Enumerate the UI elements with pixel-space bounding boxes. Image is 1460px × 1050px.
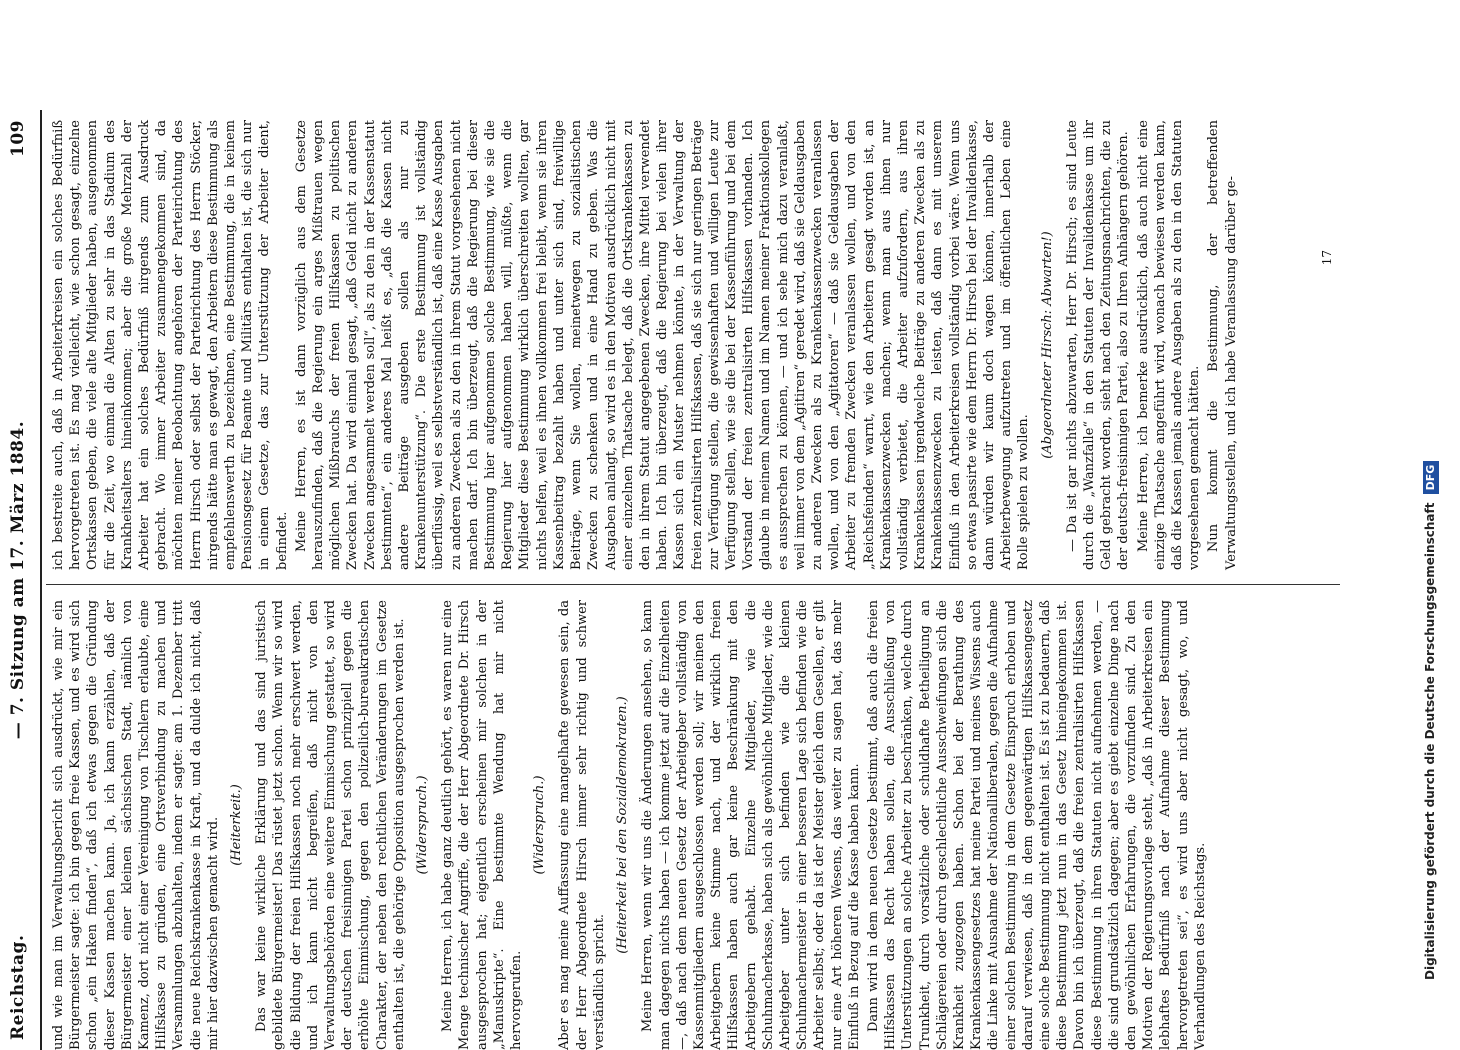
interjection: (Heiterkeit.) [229, 784, 245, 866]
paragraph: Dann wird in dem neuen Gesetze bestimmt, daß auch die freien Hilfskassen das Recht haben sollen, die Ausschließung von Unterstützungen an solche Arbeiter zu beschränken, welche durch Trunkheit, durch vorsätzliche oder schuldhafte Betheiligung an Schlägereien oder durch geschlechtliche Ausschweifungen sich die Krankheit zugezogen haben. Schon bei der Berathung des Krankenkassengesetzes hat meine Partei und meines Wissens auch die Linke mit Ausnahme der Nationalliberalen, gegen die Aufnahme einer solchen Bestimmung in dem Gesetze Einspruch erhoben und darauf verwiesen, daß in dem gegenwärtigen Hilfskassengesetz eine solche Bestimmung nicht enthalten ist. Es ist zu bedauern, daß diese Bestimmung jetzt nun in das Gesetz hineingekommen ist. Davon bin ich überzeugt, daß die freien zentralisirten Hilfskassen diese Bestimmung in ihren Statuten nicht aufnehmen werden, — die sind grundsätzlich dagegen; aber es giebt einzelne Dinge nach den gewöhnlichen Erfahrungen, die vorzufinden sind. Zu den Motiven der Regierungsvorlage steht, „daß in Arbeiterkreisen ein lebhaftes Bedürfniß nach der Aufnahme dieser Bestimmung hervorgetreten sei“, es wird uns aber nicht gesagt, wo, und Verhandlungen des Reichstags. [865, 600, 1208, 1050]
interjection: (Abgeordneter Hirsch: Abwarten!) [1039, 231, 1055, 459]
paragraph: und wie man im Verwaltungsbericht sich ausdrückt, wie mir ein Bürgermeister sagte: ich bin gegen freie Kassen, und es wird sich schon „ein Haken finden“, daß ich etwas gegen die Gründung dieser Kassen machen kann. Ja, ich kann erzählen, daß der Bürgermeister einer kleinen sächsischen Stadt, nämlich von Kamenz, dort nicht einer Vereinigung von Tischlern erlaubte, eine Hilfskasse zu gründen, eine Ortsverbindung zu machen und Versammlungen abzuhalten, indem er sagte: am 1. Dezember tritt die neue Reichskrankenkasse in Kraft, und da dulde ich nicht, daß mir hier dazwischen gemacht wird. [51, 600, 221, 1050]
sheet-number: 17 [1320, 250, 1334, 266]
header-rule [40, 110, 42, 1050]
header-center: — 7. Sitzung am 17. März 1884. [8, 420, 28, 740]
column-rule [46, 584, 1340, 585]
left-column [50, 600, 1340, 1050]
paragraph: Meine Herren, ich habe ganz deutlich gehört, es waren nur eine Menge technischer Angriffe, die der Herr Abgeordnete Dr. Hirsch ausgesprochen hat; eigentlich erscheinen mir solchen in der „Manuskripte“. Eine bestimmte Wendung hat mir nicht hervorgerufen. [440, 600, 525, 1050]
scanned-page [0, 50, 1340, 1050]
document-page [0, 110, 1340, 1050]
header-left: Reichstag. [8, 934, 28, 1040]
paragraph: ich bestreite auch, daß in Arbeiterkreisen ein solches Bedürfniß hervorgetreten ist. Es mag vielleicht, wie schon gesagt, einzelne Ortskassen geben, die viele alte Mitglieder haben, ausgenommen für die Zeit, wo einmal die Alten zu sehr in das Stadium des Krankheitsalters hineinkommen; aber die große Mehrzahl der Arbeiter hat ein solches Bedürfniß nirgends zum Ausdruck gebracht. Wo immer Arbeiter zusammengekommen sind, da möchten meiner Beobachtung angehören der Parteirichtung des Herrn Hirsch oder selbst der Parteirichtung des Herrn Stöcker, nirgends hätte man es gewagt, den Arbeitern diese Bestimmung als empfehlenswerth zu bezeichnen, eine Bestimmung, die in keinem Pensionsgesetz für Beamte und Militärs enthalten ist, die sich nur in einem Gesetze, das zur Unterstützung der Arbeiter dient, befindet. [51, 120, 290, 570]
page-number: 109 [8, 120, 28, 157]
interjection: (Heiterkeit bei den Sozialdemokraten.) [615, 696, 631, 954]
paragraph: — Da ist gar nichts abzuwarten, Herr Dr. Hirsch; es sind Leute durch die „Wanzfalle“ in den Statuten der Invalidenkasse um ihr Geld gebracht worden, sieht nach den Zeitungsnachrichten, die zu der deutsch-freisinnigen Partei, also zu Ihren Anhängern gehören. [1064, 120, 1132, 570]
right-column [50, 120, 1340, 570]
paragraph: Meine Herren, wenn wir uns die Änderungen ansehen, so kann man dagegen nichts haben — ich komme jetzt auf die Einzelheiten —, daß nach dem neuen Gesetz der Arbeitgeber vollständig von Kassenmitgliedern ausgeschlossen werden soll; wir meinen den Arbeitgebern keine Stimme nach, und der wirklich freien Hilfskassen haben auch gar keine Beschränkung mit den Arbeitgebern gehabt. Einzelne Mitglieder, wie die Schuhmacherkasse, haben sich als gewöhnliche Mitglieder, wie die Arbeitgeber unter sich befinden wie die kleinen Schuhmachermeister in einer besseren Lage sich befinden wie die Arbeiter selbst; oder da ist der Meister gleich dem Gesellen, er gilt nur eine Art höheren Wesens, das weiter zu sagen hat, das mehr Einfluß in Bezug auf die Kasse haben kann. [640, 600, 862, 1050]
digitization-credit [1420, 0, 1460, 980]
paragraph: Meine Herren, ich bemerke ausdrücklich, daß auch nicht eine einzige Thatsache angeführt wird, wonach bewiesen werden kann, daß die Kassen jemals andere Ausgaben als zu den in den Statuten vorgesehenen gemacht hätten. [1135, 120, 1203, 570]
paragraph: Meine Herren, es ist dann vorzüglich aus dem Gesetze herauszufinden, daß die Regierung ein arges Mißtrauen wegen möglichen Mißbrauchs der freien Hilfskassen zu politischen Zwecken hat. Da wird einmal gesagt, „daß Geld nicht zu anderen Zwecken angesammelt werden soll“, als zu den in der Kassenstatut bestimmten“, ein anderes Mal heißt es, „daß die Kassen nicht andere Beiträge ausgeben sollen als nur zu Krankenunterstützung“. Die erste Bestimmung ist vollständig überflüssig, weil es selbstverständlich ist, daß eine Kasse Ausgaben zu anderen Zwecken als zu den in ihrem Statut vorgesehenen nicht machen darf. Ich bin überzeugt, daß die Regierung bei dieser Bestimmung hier aufgenommen solche Bestimmung, wie sie die Regierung hier aufgenommen haben will, müßte, wenn die Mitglieder diese Bestimmung wirklich überschreiten wollten, gar nichts helfen, weil es ihnen vollkommen frei bleibt, wenn sie ihren Kassenbeitrag bezahlt haben und unter sich sind, freiwillige Beiträge, wenn Sie wollen, meinetwegen zu sozialistischen Zwecken zu schenken und in eine Hand zu geben. Was die Ausgaben anlangt, so wird es in den Motiven ausdrücklich nicht mit einer einzelnen Thatsache belegt, daß die Ortskrankenkassen zu den in ihrem Statut angegebenen Zwecken, ihre Mittel verwendet haben. Ich bin überzeugt, daß die Regierung bei vielen ihrer Kassen sich ein Muster nehmen könnte, in der Verwaltung der freien zentralisirten Hilfskassen, daß sie sich nur geringen Beträge zur Verfügung stellen, die gewissenhaften und willigen Leute zur Verfügung stellen, wie sie die bei der Kassenführung und bei dem Vorstand der freien zentralisirten Hilfskassen vorhanden. Ich glaube in meinem Namen und im Namen meiner Fraktionskollegen es aussprechen zu können, — und ich sehe mich dazu veranlaßt, weil immer von dem „Agitiren“ geredet wird, daß sie Geldausgaben zu anderen Zwecken als zu Krankenkassenzwecken veranlassen wollen, und von den „Agitatoren“ — daß sie Geldausgaben der Arbeiter zu fremden Zwecken veranlassen wollen, und von den „Reichsfeinden“ warnt, wie den Arbeitern gesagt worden ist, an Krankenkassenzwecken machen; wenn man aus ihnen nur vollständig verbietet, die Arbeiter aufzufordern, aus ihren Krankenkassen irgendwelche Beiträge zu anderen Zwecken als zu Krankenkassenzwecken zu leisten, daß dann es mit unserem Einfluß in den Arbeiterkreisen vollständig vorbei wäre. Wenn uns so etwas passirte wie dem Herrn Dr. Hirsch bei der Invalidenkasse, dann würden wir kaum doch wagen können, innerhalb der Arbeiterbewegung aufzutreten und im öffentlichen Leben eine Rolle spielen zu wollen. [293, 120, 1032, 570]
interjection: (Widerspruch.) [415, 775, 431, 875]
dfg-logo: DFG [1423, 461, 1439, 495]
paragraph: Aber es mag meine Auffassung eine mangelhafte gewesen sein, da der Herr Abgeordnete Hirsch immer sehr richtig und schwer verständlich spricht. [557, 600, 607, 1050]
digitization-sidebar [1380, 0, 1437, 1000]
running-head [0, 110, 40, 1050]
paragraph: Nun kommt die Bestimmung, der betreffenden Verwaltungsstellen, und ich habe Veranlassung darüber ge- [1206, 120, 1239, 570]
paragraph: Das war keine wirkliche Erklärung und das sind juristisch gebildete Bürgermeister! Das rüstet jetzt schon. Wenn wir so wird die Bildung der freien Hilfskassen noch mehr erschwert werden, und ich kann nicht begreifen, daß nicht von den Verwaltungsbehörden eine weitere Einmischung gestattet, so wird der deutschen freisinnigen Partei schon prinzipiell gegen die erhöhte Einmischung, gegen den polizeilich-bureaukratischen Charakter, der neben den rechtlichen Veränderungen im Gesetze enthalten ist, die gehörige Opposition ausgesprochen werden ist. [254, 600, 407, 1050]
interjection: (Widerspruch.) [532, 775, 548, 875]
credit-text: Digitalisierung gefördert durch die Deutsche Forschungsgemeinschaft [1423, 502, 1437, 980]
